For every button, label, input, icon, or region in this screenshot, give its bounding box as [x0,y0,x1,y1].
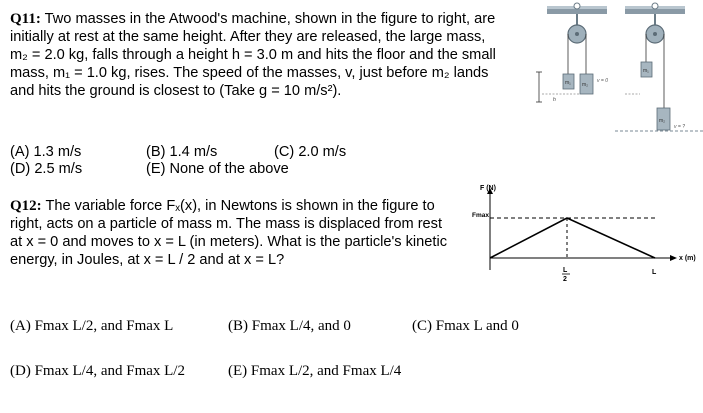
right-m1-label: m₁ [643,68,649,74]
q12-choice-d[interactable]: (D) Fmax L/4, and Fmax L/2 [10,363,185,379]
half-l-num: L [563,267,568,274]
right-m2-label: m₂ [659,118,666,124]
q11-choice-e[interactable]: (E) None of the above [146,161,289,177]
fmax-label: Fmax [472,212,489,219]
atwood-machine-figure [515,0,703,140]
force-graph [455,180,703,290]
q12-choice-e[interactable]: (E) Fmax L/2, and Fmax L/4 [228,363,402,379]
half-l-den: 2 [563,276,567,283]
h-label: h [553,97,556,103]
left-m1-label: m₁ [565,80,571,86]
v-unknown-label: v = ? [674,124,685,130]
x-axis-label: x (m) [679,255,696,262]
q12-body: The variable force Fₓ(x), in Newtons is shown in the figure to right, acts on a particle of mass m. The mass is displaced from rest at x = 0 and moves to x = L (in meters). What is the particle's kinetic energy, in Joules, at x = L / 2 and at x = L? [10,198,447,268]
force-triangle [490,218,655,258]
q12-choice-b[interactable]: (B) Fmax L/4, and 0 [228,318,351,334]
q12-choice-a[interactable]: (A) Fmax L/2, and Fmax L [10,318,174,334]
q11-body: Two masses in the Atwood's machine, shown in the figure to right, are initially at rest at the same height. After they are released, the large mass, m₂ = 2.0 kg, falls through a height h = 3.0 m and hits the floor and the small mass, m₁ = 1.0 kg, rises. The speed of the masses, v, just before m₂ lands and hits the ground is closest to (Take g = 10 m/s²). [10,11,496,99]
q11-choice-c[interactable]: (C) 2.0 m/s [274,144,347,160]
q11-choice-d[interactable]: (D) 2.5 m/s [10,161,83,177]
q12-label: Q12: [10,198,42,214]
v-zero-label: v = 0 [597,78,608,84]
q11-choice-a[interactable]: (A) 1.3 m/s [10,144,82,160]
q11-label: Q11: [10,11,41,27]
q12-choice-c[interactable]: (C) Fmax L and 0 [412,318,519,334]
left-m2-label: m₂ [582,82,589,88]
l-label: L [652,269,657,276]
q11-choice-b[interactable]: (B) 1.4 m/s [146,144,218,160]
q12-question [10,197,450,269]
y-axis-label: F (N) [480,185,496,192]
q11-question [10,10,505,100]
